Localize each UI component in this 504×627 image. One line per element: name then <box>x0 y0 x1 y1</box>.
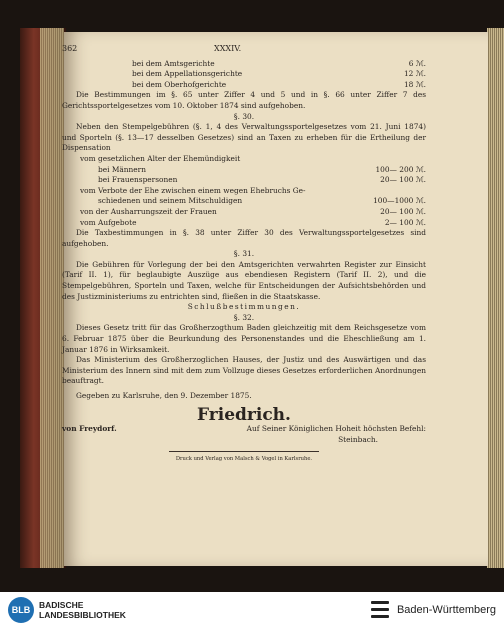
countersignature-row <box>62 424 426 435</box>
list-heading: vom Verbote der Ehe zwischen einem wegen Ehebruchs Ge- <box>80 185 306 195</box>
page-stack-left <box>40 28 64 568</box>
blb-brand[interactable] <box>8 597 126 623</box>
fee-line: bei Frauenspersonen 20— 100 ℳ. <box>98 175 426 185</box>
fee-line: bei Männern 100— 200 ℳ. <box>98 164 426 174</box>
section-heading: §. 32. <box>233 312 255 322</box>
chapter-heading: Schlußbestimmungen. <box>187 302 301 312</box>
paragraph: Die Gebühren für Vorlegung der bei den Amtsgerichten verwahrten Register zur Einsicht (Tarif II. 1), für beglaubigte Auszüge aus ebendiesen Registern (Tarif II. 2), und die Stempelgebühren, Sporteln und Taxen, welche für Entscheidungen der Aufsichtsbehörden und des Justizministeriums zu entrichten sind, fließen in die Staatskasse. <box>62 259 426 301</box>
printer-imprint: Druck und Verlag von Malsch & Vogel in Karlsruhe. <box>175 456 313 463</box>
lions-crest-icon <box>369 598 391 622</box>
bw-brand[interactable] <box>369 598 496 622</box>
paragraph: Das Ministerium des Großherzoglichen Hauses, der Justiz und des Auswärtigen und das Ministerium des Innern sind mit dem zum Vollzuge dieses Gesetzes erforderlichen Anordnungen beauftragt. <box>62 355 426 386</box>
page-number: 362 <box>62 44 78 53</box>
bw-label: Baden-Württemberg <box>396 603 496 616</box>
divider <box>169 451 319 452</box>
fee-line: bei dem Oberhofgerichte 18 ℳ. <box>132 79 426 89</box>
page-stack-right <box>487 28 504 568</box>
fee-line: von der Ausharrungszeit der Frauen 20— 100 ℳ. <box>80 206 426 216</box>
blb-name: BADISCHE LANDESBIBLIOTHEK <box>39 599 126 620</box>
footer-bar <box>0 592 504 627</box>
fee-line: vom Aufgebote 2— 100 ℳ. <box>80 217 426 227</box>
blb-logo-icon: BLB <box>8 597 34 623</box>
fee-line: bei dem Appellationsgerichte 12 ℳ. <box>132 69 426 79</box>
fee-line: schiedenen und seinem Mitschuldigen 100—1000 ℳ. <box>98 196 426 206</box>
paragraph: Dieses Gesetz tritt für das Großherzogthum Baden gleichzeitig mit dem Reichsgesetze vom 6. Februar 1875 über die Beurkundung des Personenstandes und die Eheschließung am 1. Januar 1876 in Wirksamkeit. <box>62 323 426 354</box>
fee-line: bei dem Amtsgerichte 6 ℳ. <box>132 58 426 68</box>
paragraph: Die Taxbestimmungen in §. 38 unter Ziffer 30 des Verwaltungssportelgesetzes sind aufgehoben. <box>62 228 426 248</box>
section-heading: §. 31. <box>233 249 255 259</box>
secretary-name: Steinbach. <box>338 434 378 444</box>
page-header <box>62 44 426 55</box>
date-line: Gegeben zu Karlsruhe, den 9. Dezember 1875. <box>76 391 252 400</box>
section-number: XXXIV. <box>214 44 242 53</box>
paragraph: Die Bestimmungen im §. 65 unter Ziffer 4 und 5 und in §. 66 unter Ziffer 7 des Gerichtssportelgesetzes vom 10. Oktober 1874 sind aufgehoben. <box>62 90 426 110</box>
countersignature: von Freydorf. <box>62 424 117 434</box>
paragraph: Neben den Stempelgebühren (§. 1, 4 des Verwaltungssportelgesetzes vom 21. Juni 1874) und Sporteln (§. 13—17 desselben Gesetzes) sind an Taxen zu erheben für die Ertheilung der Dispensation <box>62 122 426 153</box>
page-text <box>62 44 426 465</box>
order-line: Auf Seiner Königlichen Hoheit höchsten Befehl: <box>246 424 426 434</box>
section-heading: §. 30. <box>233 111 255 121</box>
signature: Friedrich. <box>197 404 291 425</box>
list-heading: vom gesetzlichen Alter der Ehemündigkeit <box>80 153 241 163</box>
